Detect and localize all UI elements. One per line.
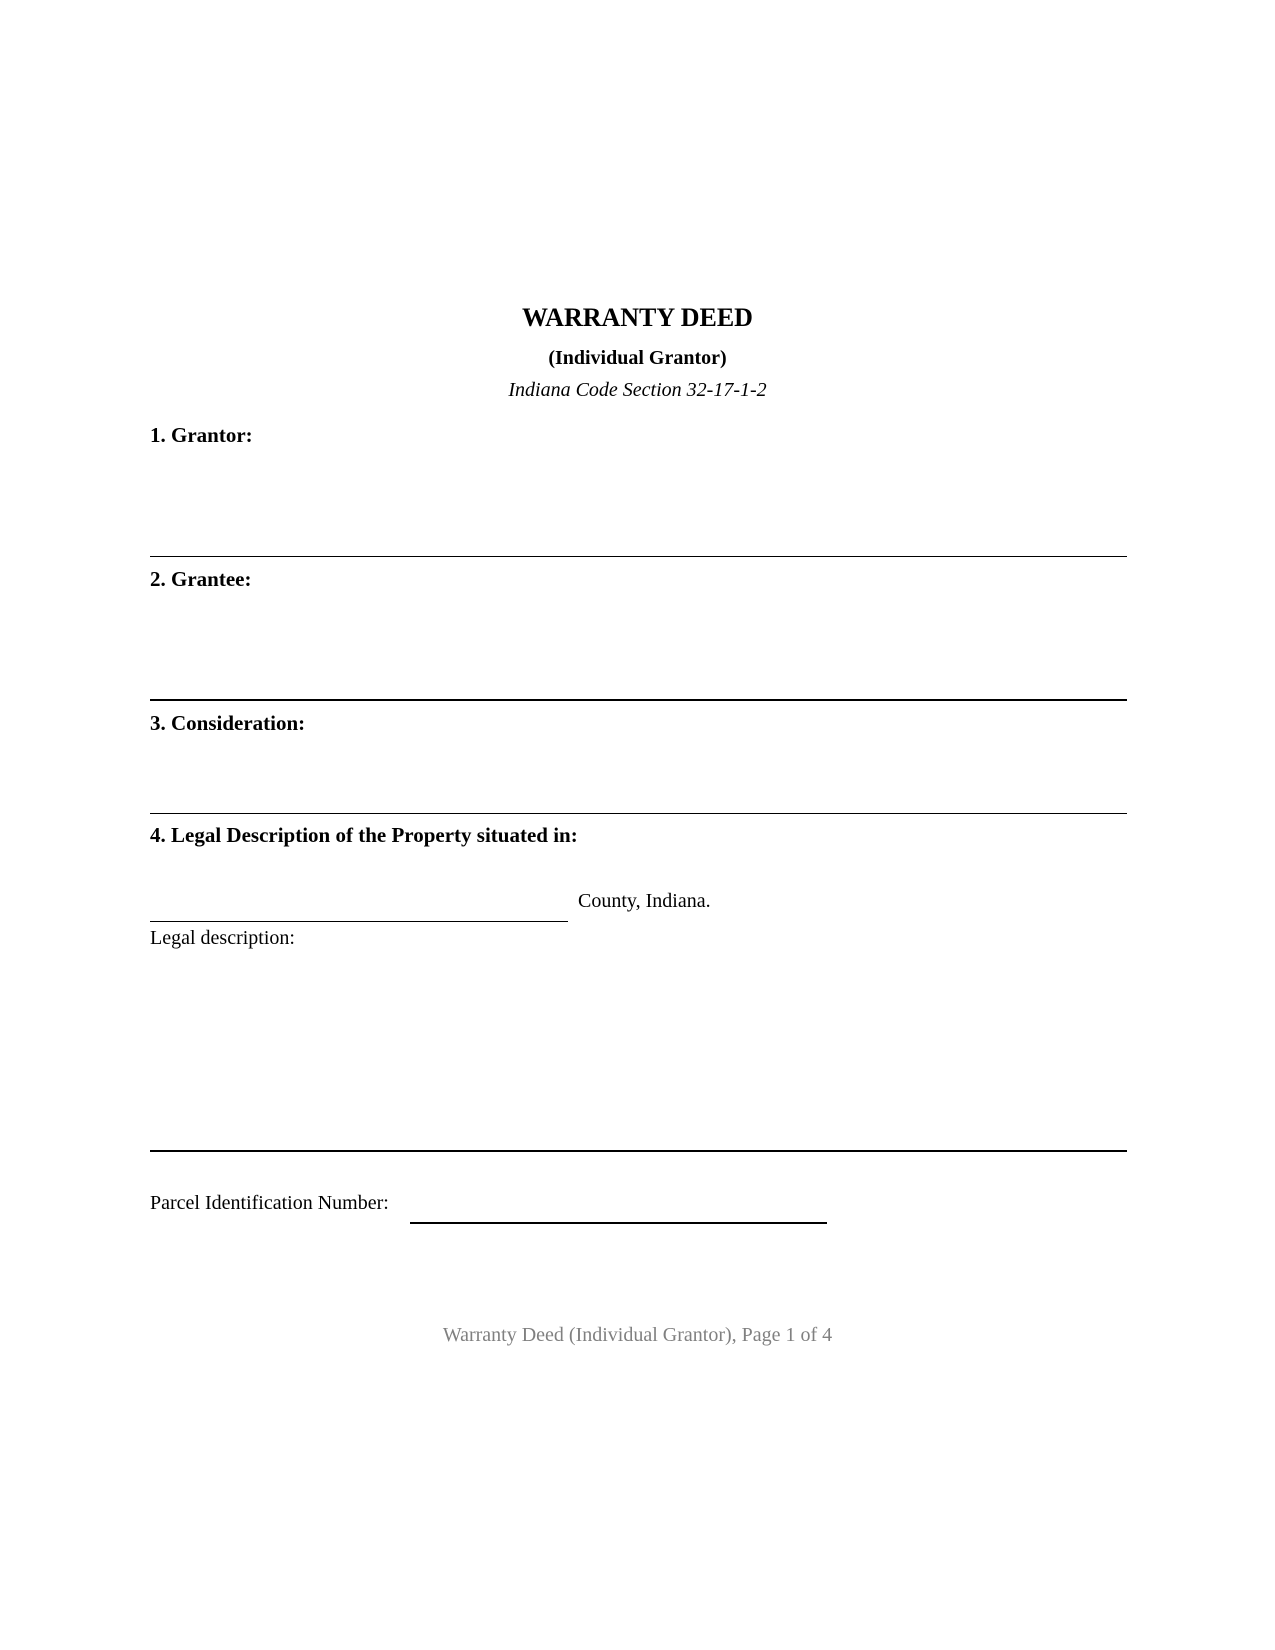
consideration-label: 3. Consideration: — [150, 711, 306, 735]
legal-description-fill-line[interactable] — [150, 1150, 1127, 1152]
page-footer: Warranty Deed (Individual Grantor), Page 1 of 4 — [442, 1324, 833, 1346]
code-reference: Indiana Code Section 32-17-1-2 — [508, 379, 767, 401]
consideration-fill-line[interactable] — [150, 813, 1127, 814]
grantee-label: 2. Grantee: — [150, 567, 252, 591]
document-title: WARRANTY DEED — [522, 303, 753, 332]
parcel-id-label: Parcel Identification Number: — [150, 1192, 389, 1214]
legal-description-heading: 4. Legal Description of the Property situated in: — [150, 823, 578, 847]
county-fill-line[interactable] — [150, 921, 568, 922]
parcel-id-fill-line[interactable] — [410, 1222, 827, 1224]
legal-description-label: Legal description: — [150, 927, 295, 949]
grantor-label: 1. Grantor: — [150, 423, 253, 447]
grantee-fill-line[interactable] — [150, 699, 1127, 701]
document-subtitle: (Individual Grantor) — [548, 347, 727, 369]
grantor-fill-line[interactable] — [150, 556, 1127, 557]
county-suffix: County, Indiana. — [578, 890, 711, 912]
